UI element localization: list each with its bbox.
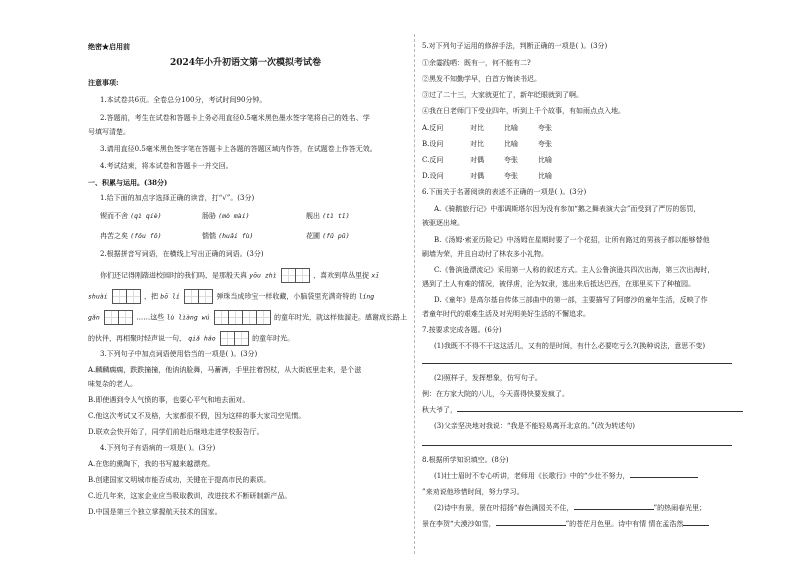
q1-row-1-c	[306, 212, 350, 221]
q3-option-a: A.麟麟瘸瘸，跌跌撞撞，他讷讷脸舞，马蓄裤，手里拄着拐杖，从大街底里走来，是个滋	[88, 366, 362, 374]
answer-boxes[interactable]	[112, 289, 140, 304]
question-6: 6.下面关于名著阅读的表述不正确的一项是( )。(3分)	[422, 188, 587, 196]
q7-fill-line: 秋大爷了，	[422, 406, 743, 415]
q7-answer-line-1[interactable]	[422, 358, 732, 367]
answer-boxes[interactable]	[220, 331, 248, 346]
q7-answer-line-3[interactable]	[422, 440, 732, 449]
q6-option-c-cont: 遇到了土人有难的情况，被俘虏，沦为奴隶，逃出来后抵达巴西，在那里买下了种植园。	[422, 280, 695, 288]
note-2-cont: 号填写清楚。	[88, 128, 130, 136]
q5-sentence-1: ①余霎践哂：既有一，何不能有二?	[422, 59, 531, 67]
q3-option-c: C.他这次考试又不及格，大家都很不假，因为这样的事大家司空见惯。	[88, 412, 306, 420]
q6-option-b-cont: 刷墙为荣，并且自动付了林农多小礼物。	[422, 250, 548, 258]
q5-option-row: C.反问 对偶 夸张 比喻	[422, 156, 552, 164]
q1-pinyin-choice[interactable]: (fǔ pǔ)	[322, 232, 350, 240]
q8-answer-blank[interactable]	[496, 525, 566, 526]
q1-pinyin-choice[interactable]: (fǒu fǒ)	[130, 232, 162, 240]
q1-pinyin-choice[interactable]: (qì qiè)	[130, 212, 162, 220]
q1-row-1	[100, 212, 162, 221]
q8-item-2: (2)诗中有景，景在叶招扬“春色满园关不住， ”的热闹春光里；	[434, 504, 707, 512]
note-2: 2.答题前，考生在试卷和答题卡上务必用直径0.5毫米黑色墨水签字笔将自己的姓名、学	[100, 114, 370, 122]
q1-row-1-b	[202, 212, 250, 221]
q4-option-c: C.近几年来，这家企业应当吸取教训，改进技术不断研制新产品。	[88, 492, 292, 500]
q7-example: 例：在方家大院的八儿，今天喜得快要发疯了。	[422, 390, 569, 398]
q1-row-2	[100, 232, 162, 241]
q8-item-2-cont: 景在李贺“大漠沙如雪， ”的苍茫月色里。诗中有情 情在孟浩然	[422, 520, 709, 529]
q5-sentence-2: ②黑发不知勤学早，白首方悔读书迟。	[422, 75, 541, 83]
q3-option-a-cont: 味复杂的老人。	[88, 380, 137, 388]
q7-item-1: (1)我既不不得不干这这活儿，又有的是时间，有什么必要吃亏么?(换种说法，意思不变)	[434, 342, 706, 350]
q5-option-row: D.设问 对偶 夸张 比喻	[422, 172, 552, 180]
q1-row-2-c	[306, 232, 350, 241]
q1-pinyin-choice[interactable]: (mò mài)	[218, 212, 250, 220]
note-3: 3.请用直径0.5毫米黑色签字笔在答题卡上各题的答题区域内作答，在试题卷上作答无效。	[100, 145, 377, 153]
q3-option-b: B.即使遇到令人气愤的事，也要心平气和地去面对。	[88, 396, 250, 404]
note-1: 1.本试卷共6页。全卷总分100分，考试时间90分钟。	[100, 96, 267, 104]
q1-pinyin-choice[interactable]: (tì tī)	[322, 212, 350, 220]
q1-word: 锲而不舍	[100, 212, 128, 220]
q5-sentence-3: ③过了二十三，大家就更忙了，新年眨眼就到了啊。	[422, 91, 583, 99]
q3-option-d: D.联欢会快开始了，同学们前赴后继地走进学校报告厅。	[88, 428, 264, 436]
q5-option-row: A.反问 对比 比喻 夸张	[422, 124, 552, 132]
q7-answer-blank[interactable]	[457, 411, 743, 412]
q8-answer-blank[interactable]	[574, 509, 654, 510]
q7-item-3: (3)父亲坚决地对我说：“我是不能轻易离开北京的。”(改为转述句)	[434, 422, 636, 430]
q6-option-b: B.《汤姆·索亚历险记》中汤姆在星期时要了一个花招，让所有路过的男孩子都以能够替他	[434, 236, 710, 244]
answer-boxes[interactable]	[104, 310, 132, 325]
q6-option-a-cont: 被驱逐出境。	[422, 219, 464, 227]
q8-item-1-cont: ”来劝说他珍惜时间，努力学习。	[422, 488, 524, 496]
question-4: 4.下列句子有语病的一项是( )。(3分)	[100, 444, 216, 452]
q5-option-row: B.设问 对比 比喻 夸张	[422, 140, 552, 148]
q2-line-1: 你们还记得刚踏进校园时的我们吗，是那般天真 yōu zhì ，喜欢到草丛里捉 xī	[100, 268, 379, 283]
q4-option-b: B.创建国家文明城市能否成功，关键在于提高市民的素质。	[88, 476, 271, 484]
question-3: 3.下列句子中加点词语使用恰当的一项是( )。(3分)	[100, 350, 258, 358]
exam-title: 2024年小升初语文第一次模拟考试卷	[170, 58, 322, 68]
q8-answer-blank[interactable]	[683, 525, 709, 526]
q4-option-d: D.中国是第三个独立掌握航天技术的国家。	[88, 508, 222, 516]
q1-row-2-b	[202, 232, 253, 241]
answer-boxes[interactable]	[281, 268, 309, 283]
question-7: 7.按要求完成各题。(6分)	[422, 326, 502, 334]
q1-pinyin-choice[interactable]: (huǎi fù)	[218, 232, 254, 240]
q7-item-2: (2)照样子，发挥想象，仿写句子。	[434, 374, 542, 382]
q6-option-c: C.《鲁滨逊漂流记》采用第一人称的叙述方式。主人公鲁滨逊共四次出海，第三次出海时，	[434, 266, 715, 274]
q2-line-2: shuài ，把 bō lí 弹珠当成珍宝一样收藏，小脑袋里充满奇特的 líng	[88, 289, 374, 304]
q2-line-4: 的伙伴，再相聚时轻声说一句， qiǎ háo 的童年时光。	[88, 331, 294, 346]
question-1: 1.给下面的加点字选择正确的读音，打“√”。(3分)	[100, 194, 255, 202]
secret-label: 绝密★启用前	[88, 42, 130, 51]
question-8: 8.根据所学知识填空。(8分)	[422, 456, 509, 464]
q4-option-a: A.在您的熏陶下，我的书写越来越漂亮。	[88, 460, 215, 468]
q1-word: 肠胁	[202, 212, 216, 220]
question-2: 2.根据拼音写词语，在横线上写出正确的词语。(3分)	[100, 250, 264, 258]
section-1-heading: 一、积累与运用。(38分)	[88, 178, 168, 187]
q2-line-3: gǎn ……这些 lù lìàng wú 的童年时光，就这样他溜走。感谢成长路上	[88, 310, 407, 325]
q1-word: 惴惴	[202, 232, 216, 240]
q8-answer-blank[interactable]	[630, 477, 698, 478]
answer-boxes[interactable]	[214, 310, 270, 325]
q1-word: 冉苦之矣	[100, 232, 128, 240]
note-4: 4.考试结束，将本试卷和答题卡一并交回。	[100, 162, 233, 170]
q1-word: 舰出	[306, 212, 320, 220]
question-5: 5.对下列句子运用的修辞手法，判断正确的一项是( )。(3分)	[422, 42, 608, 50]
q5-sentence-4: ④我在日老师门下受业四年，听到上千个故事，有如雨点点入地。	[422, 107, 625, 115]
notes-heading: 注意事项:	[88, 78, 119, 87]
q6-option-a: A.《骑鹅旅行记》中那调斯塔尔因为没有参加“鹅之舞表演大会”而受到了严厉的惩罚，	[434, 205, 701, 213]
q6-option-d: D.《童年》是高尔基自传体三部曲中的第一部，主要描写了阿廖沙的童年生活，反映了作	[434, 296, 708, 304]
q6-option-d-cont: 者童年时代的艰难生活及对光明美好生活的不懈追求。	[422, 310, 590, 318]
answer-boxes[interactable]	[184, 289, 212, 304]
q8-item-1: (1)壮士眉时不专心听讲，老师用《长歌行》中的“少壮不努力，	[434, 472, 698, 481]
column-divider	[414, 34, 416, 554]
q1-word: 花圃	[306, 232, 320, 240]
